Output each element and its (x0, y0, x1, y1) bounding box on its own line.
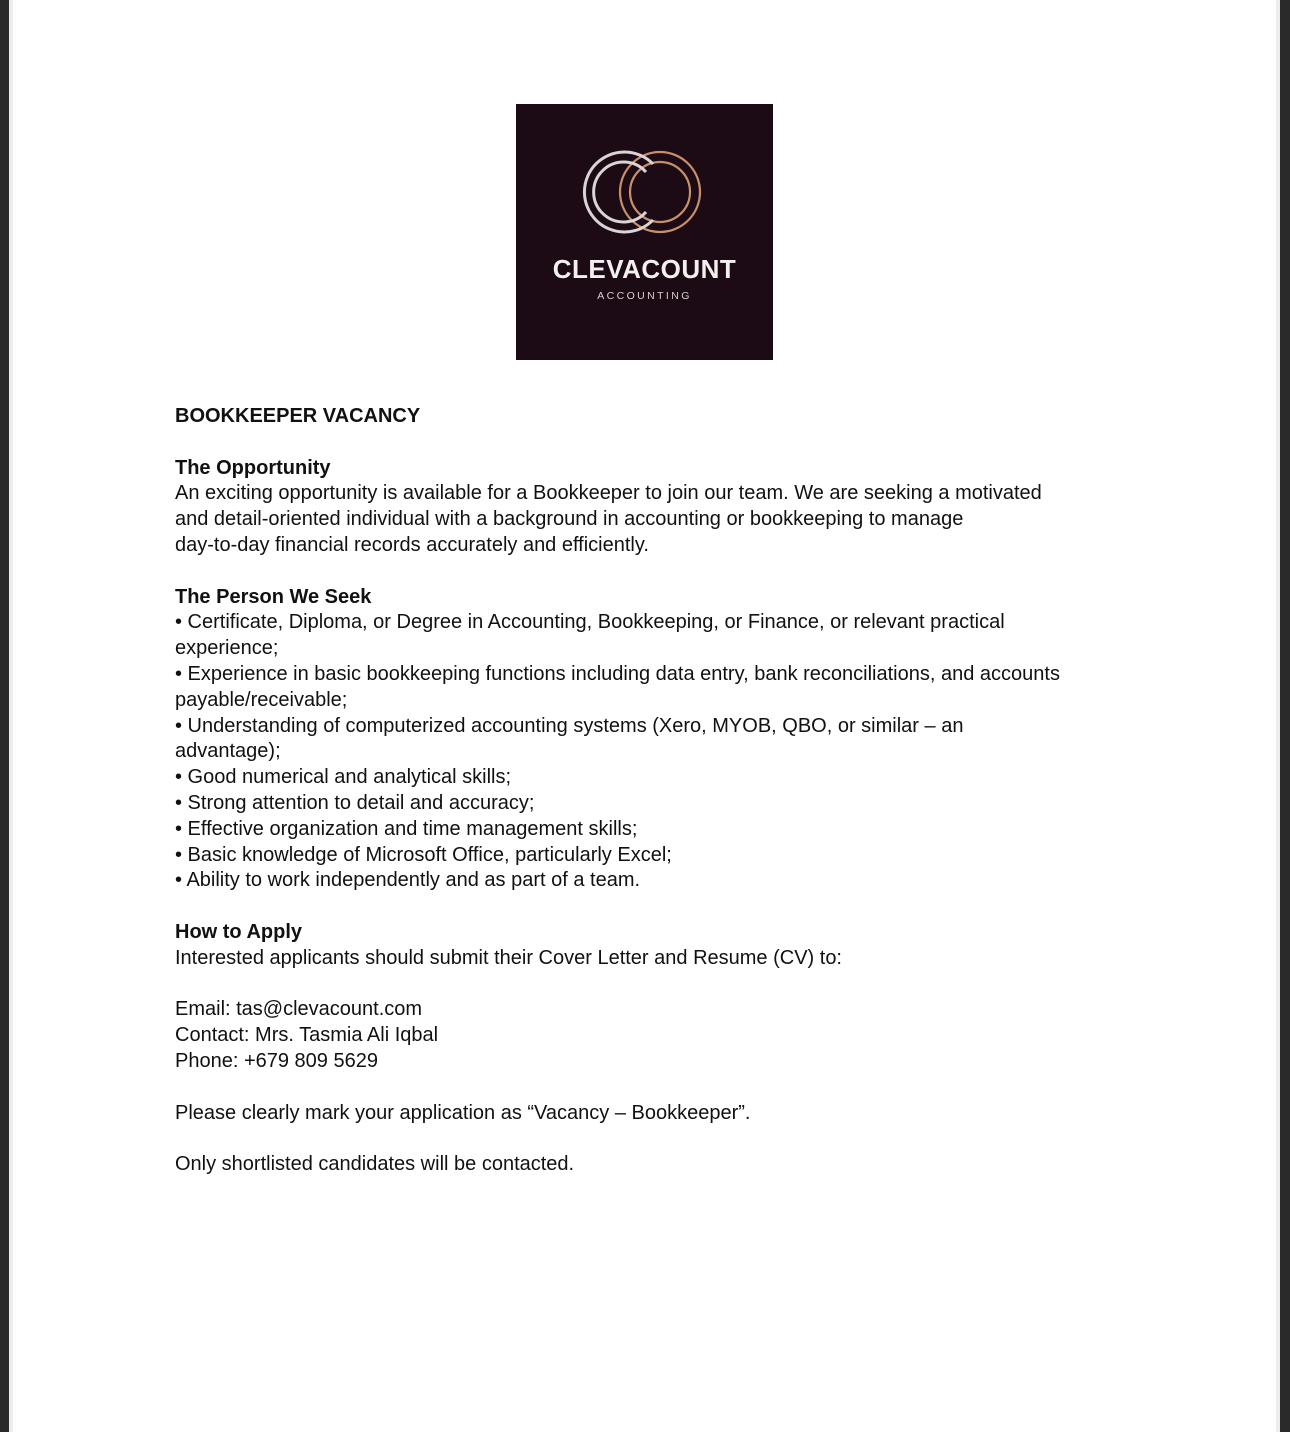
shortlist-note: Only shortlisted candidates will be contacted. (175, 1153, 575, 1176)
logo-subtitle: ACCOUNTING (597, 290, 692, 302)
opportunity-line: and detail-oriented individual with a background in accounting or bookkeeping to manage (175, 508, 964, 531)
requirement-item: • Experience in basic bookkeeping functions including data entry, bank reconciliations, and accounts payable/receivable; (175, 662, 1060, 711)
opportunity-line: An exciting opportunity is available for a Bookkeeper to join our team. We are seeking a motivated (175, 482, 1042, 505)
apply-heading: How to Apply (175, 920, 303, 943)
requirement-item: • Good numerical and analytical skills; (175, 766, 512, 789)
logo-rings-icon (516, 104, 773, 360)
viewer-right-shadow (1276, 0, 1280, 1432)
requirement-item: • Understanding of computerized accounting systems (Xero, MYOB, QBO, or similar – an advantage); (175, 714, 964, 763)
vacancy-document (175, 404, 1075, 1178)
application-mark-note: Please clearly mark your application as “Vacancy – Bookkeeper”. (175, 1101, 751, 1124)
requirement-item: • Basic knowledge of Microsoft Office, particularly Excel; (175, 843, 672, 866)
apply-intro: Interested applicants should submit their Cover Letter and Resume (CV) to: (175, 946, 842, 969)
document-title: BOOKKEEPER VACANCY (175, 405, 421, 427)
viewer-right-border (1280, 0, 1290, 1432)
opportunity-line: day-to-day financial records accurately and efficiently. (175, 533, 649, 556)
requirement-item: • Strong attention to detail and accuracy; (175, 791, 535, 814)
requirement-item: • Ability to work independently and as part of a team. (175, 869, 641, 892)
requirement-item: • Effective organization and time management skills; (175, 817, 638, 840)
opportunity-heading: The Opportunity (175, 456, 331, 479)
contact-person: Contact: Mrs. Tasmia Ali Iqbal (175, 1024, 439, 1047)
company-logo (516, 104, 773, 360)
viewer-left-shadow (9, 0, 13, 1432)
contact-email: Email: tas@clevacount.com (175, 998, 423, 1021)
logo-brand-name: CLEVACOUNT (552, 254, 737, 284)
person-heading: The Person We Seek (175, 585, 372, 608)
requirement-item: • Certificate, Diploma, or Degree in Accounting, Bookkeeping, or Finance, or relevant practical experience; (175, 611, 1005, 660)
viewer-left-border (0, 0, 9, 1432)
contact-phone: Phone: +679 809 5629 (175, 1049, 378, 1072)
